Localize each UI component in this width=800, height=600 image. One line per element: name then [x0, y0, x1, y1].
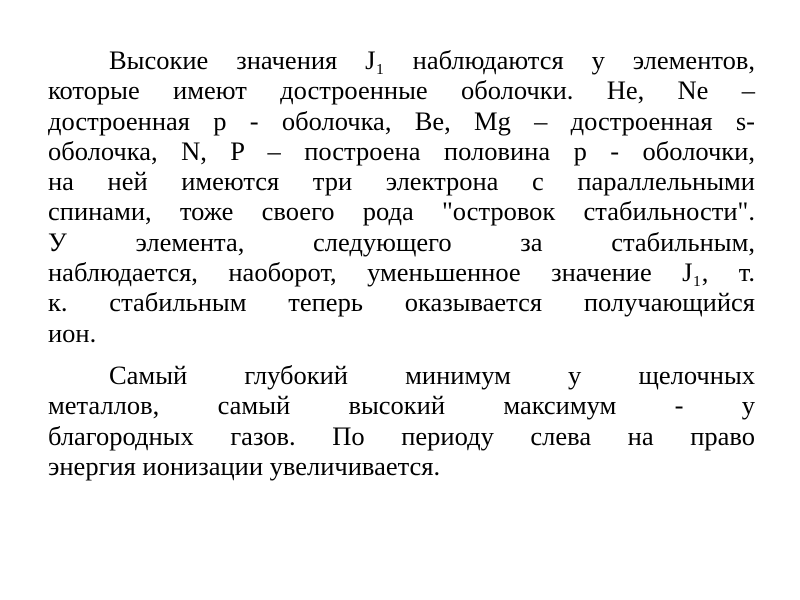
text-line: оболочка, N, P – построена половина p - оболочки,: [48, 135, 755, 166]
text-line: достроенная p - оболочка, Be, Mg – достроенная s-: [48, 105, 755, 136]
text-line: Самый глубокий минимум у щелочных: [109, 359, 755, 390]
text-line: энергия ионизации увеличивается.: [48, 450, 441, 481]
text-line: на ней имеются три электрона с параллельными: [48, 166, 755, 197]
text-line: Высокие значения J₁ наблюдаются у элементов,: [109, 45, 755, 75]
text-line: наблюдается, наоборот, уменьшенное значение J₁, т.: [48, 257, 755, 288]
paragraph-2: [48, 360, 755, 481]
text-block: [48, 45, 755, 481]
text-line: благородных газов. По периоду слева на право: [48, 420, 755, 451]
text-line: металлов, самый высокий максимум - у: [48, 390, 755, 421]
text-line: которые имеют достроенные оболочки. He, Ne –: [48, 75, 755, 106]
paragraph-gap: [48, 348, 755, 360]
text-line: У элемента, следующего за стабильным,: [48, 226, 755, 257]
text-line: ион.: [48, 317, 97, 348]
paragraph-1: [48, 45, 755, 348]
text-line: к. стабильным теперь оказывается получающийся: [48, 287, 755, 318]
text-line: спинами, тоже своего рода "островок стабильности".: [48, 196, 755, 227]
